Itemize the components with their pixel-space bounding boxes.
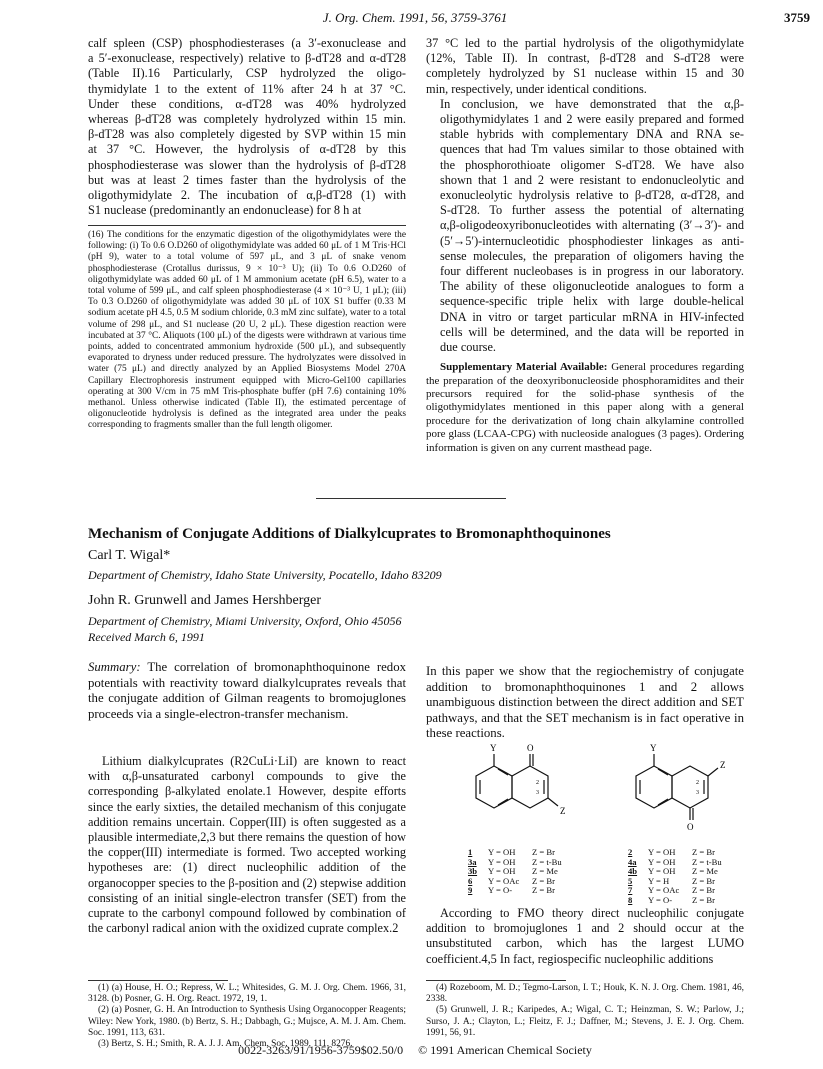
compound-z: Z = Br <box>532 847 555 857</box>
text-line: calf spleen (CSP) phosphodiesterases (a 3′-exonuclease and <box>88 36 406 50</box>
article-divider <box>316 498 506 499</box>
text-line: quences that had Tm values similar to those obtained with <box>440 142 744 157</box>
ref-divider-right <box>426 980 566 981</box>
footnote-16-text: (16) The conditions for the enzymatic digestion of the oligothymidylates were the following: (i) To 0.6 O.D260 of oligothymidylate was added 60 μL of 1 M Tris·HCl (pH 9), water to a total volume of 597 μL, and 3 μL of snake venom phosphodiesterase (Crotallus durissus, 9 × 10⁻³ U); (ii) To 0.6 O.D260 of oligothymidylate was added 60 μL of 1 M ammonium acetate (pH 6.5), water to a total volume of 599 μL, and calf spleen phosphodiesterase (4 × 10⁻³ U, 1 μL); (iii) To 0.3 O.D260 of oligothymidylate was added 30 μL of 10X S1 buffer (0.33 M sodium acetate pH 4.5, 0.5 M sodium chloride, 0.3 mM zinc sulfate), water to a total volume of 298 μL, and S1 nuclease (20 U, 2 μL). These digestion reaction were incubated at 37 °C. Aliquots (100 μL) of the digests were withdrawn at various time points, added to concentrated ammonium hydroxide (500 μL), and subsequently evaporated to dryness under reduced pressure. The hydrolyzates were dissolved in water (75 μL) and directly analyzed by an Applied Biosystems Model 270A Capillary Electrophoresis instrument equipped with Micro-Gel100 capillaries operating at 300 V/cm in 75 mM Tris-phosphate buffer (pH 7.6) containing 10% methanol. Unless otherwise indicated (Table II), the estimated percentage of oligonucleotide hydrolysis is defined as the integrated area under the peaks corresponding to fragments smaller than the full length oligomer. <box>88 230 406 431</box>
text-line: β-dT28 was also completely digested by SVP within 15 min <box>88 127 406 142</box>
reference: (3) Bertz, S. H.; Smith, R. A. J. J. Am. Chem. Soc. 1989, 111, 8276. <box>98 1039 353 1050</box>
text-line: oligothymidylates 1 and 2 were easily prepared and formed <box>440 112 744 127</box>
compound-y: Y = OH <box>488 866 516 877</box>
compound-z: Z = t-Bu <box>532 856 562 867</box>
svg-text:2: 2 <box>536 780 539 786</box>
text-line: completely hydrolyzed by S1 nuclease within 15 and 30 <box>426 66 744 81</box>
compound-y: Y = OH <box>648 847 676 857</box>
affiliation-2: Department of Chemistry, Miami University, Oxford, Ohio 45056 <box>88 614 402 628</box>
references-right <box>426 983 744 1039</box>
structure-right <box>616 736 746 846</box>
compound-list-left <box>468 848 598 896</box>
text-line: phosphodiesterase was slower than the hydrolysis of β-dT28 <box>88 157 406 172</box>
text-line: exonucleolytic hydrolysis relative to β-dT28, α-dT28, and <box>440 188 744 203</box>
compound-num: 4b <box>628 866 638 877</box>
svg-text:Z: Z <box>720 760 726 770</box>
compound-y: Y = OAc <box>648 885 680 896</box>
svg-text:Y: Y <box>650 743 657 753</box>
text-line: whereas β-dT28 was completely hydrolyzed within 15 min. <box>88 112 406 127</box>
supp-heading: Supplementary Material Available: <box>440 361 608 374</box>
text-line: cells will be determined, and the data will be reported in <box>440 324 744 339</box>
text-line: In conclusion, we have demonstrated that the α,β- <box>440 96 744 111</box>
compound-y: Y = OH <box>648 866 676 877</box>
body-left-text: Lithium dialkylcuprates (R2CuLi·LiI) are known to react with α,β-unsaturated carbonyl compounds to give the corresponding β-alkylated enolate.1 However, despite efforts since the early sixties, the detailed mechanism of this conjugate addition remains uncertain. Copper(III) is often suggested as a plausible intermediate,2,3 but there remains the question of how the copper(III) intermediate is formed. Two accepted working hypotheses are: (1) direct nucleophilic addition of the organocopper species to the β-position and (2) stepwise addition consisting of an initial single-electron transfer (SET) from the cuprate to the carbonyl compound followed by combination of the carbonyl radical anion with the oxidized cuprate complex.2 <box>88 754 406 936</box>
reference: (1) (a) House, H. O.; Repress, W. L.; Whitesides, G. M. J. Org. Chem. 1966, 31, 3128. (b) Posner, G. H. Org. React. 1972, 19, 1. <box>88 983 406 1005</box>
footer-copyright: © 1991 American Chemical Society <box>418 1043 592 1057</box>
text-line: (12%, Table II). In contrast, β-dT28 and S-dT28 were <box>426 51 744 66</box>
structure-left <box>456 736 586 846</box>
intro-right-text: In this paper we show that the regiochemistry of conjugate addition to bromonaphthoquinones 1 and 2 allows unambiguous distinction between the direct addition and SET pathways, and that the SET mechanism is in fact operative in these reactions. <box>426 664 744 741</box>
compound-z: Z = t-Bu <box>692 856 722 867</box>
text-line: at 37 °C. However, the hydrolysis of α-dT28 by this <box>88 142 406 157</box>
text-line: stable hybrids with complementary DNA and RNA se- <box>440 127 744 142</box>
compound-z: Z = Br <box>692 885 715 896</box>
page-number: 3759 <box>784 10 810 25</box>
body-left <box>88 754 406 936</box>
compound-y: Y = OAc <box>488 875 520 886</box>
compound-y: Y = OH <box>488 856 516 867</box>
fmo-paragraph-text: According to FMO theory direct nucleophilic conjugate addition to bromojuglones 1 and 2 should occur at the unsubstituted carbon, which has the largest LUMO coefficient.4,5 In fact, regiospecific nucleophilic additions <box>426 906 744 966</box>
compound-z: Z = Me <box>532 866 558 877</box>
compound-y: Y = O- <box>488 885 513 896</box>
compound-y: Y = O- <box>648 894 673 905</box>
compound-list-right <box>628 848 758 906</box>
svg-text:3: 3 <box>696 790 699 796</box>
compound-z: Z = Me <box>692 866 718 877</box>
compound-num: 2 <box>628 847 633 857</box>
affiliation-1: Department of Chemistry, Idaho State University, Pocatello, Idaho 83209 <box>88 568 442 582</box>
compound-y: Y = OH <box>648 856 676 867</box>
svg-text:O: O <box>527 743 534 753</box>
intro-right <box>426 664 744 742</box>
compound-num: 7 <box>628 885 633 896</box>
text-line: thymidylate 1 to the extent of 11% after 24 h at 37 °C. <box>88 81 406 96</box>
compound-y: Y = OH <box>488 847 516 857</box>
text-line: S1 nuclease (predominantly an endonuclease) for 8 h at <box>88 203 362 218</box>
text-line: S-dT28. To further assess the potential of alternating <box>440 203 744 218</box>
compound-y: Y = H <box>648 875 670 886</box>
text-line: due course. <box>440 340 496 355</box>
text-line: min, respectively, under identical conditions. <box>426 81 647 96</box>
footnote-16 <box>88 230 406 432</box>
svg-text:Z: Z <box>560 806 566 816</box>
text-line: shown that 1 and 2 were resistant to endonucleolytic and <box>440 172 744 187</box>
footnote-divider <box>88 225 406 226</box>
text-line: four different nucleobases is in progress in our laboratory. <box>440 264 744 279</box>
received-date: Received March 6, 1991 <box>88 630 205 644</box>
reference: (4) Rozeboom, M. D.; Tegmo-Larson, I. T.; Houk, K. N. J. Org. Chem. 1981, 46, 2338. <box>426 983 744 1005</box>
compound-z: Z = Br <box>692 894 715 905</box>
footer-code: 0022-3263/91/1956-3759$02.50/0 <box>238 1043 404 1057</box>
compound-row <box>468 886 598 896</box>
compound-z: Z = Br <box>532 875 555 886</box>
text-line: 37 °C led to the partial hydrolysis of the oligothymidylate <box>426 36 744 50</box>
summary <box>88 660 406 722</box>
supp-text: General procedures regarding the preparation of the deoxyribonucleoside phosphoramidites and their precursors required for the solid-phase synthesis of the oligothymidylates mentioned in this paper along with a general procedure for the derivatization of long chain alkylamine controlled pore glass (LCAA-CPG) with nucleoside analogues (3 pages). Ordering information is given on any current masthead page. <box>426 361 744 454</box>
article-title: Mechanism of Conjugate Additions of Dialkylcuprates to Bromonaphthoquinones <box>88 526 611 542</box>
top-left-paragraph <box>88 36 406 218</box>
summary-text: The correlation of bromonaphthoquinone redox potentials with reactivity toward dialkylcuprates reveals that the conjugate addition of Gilman reagents to bromojuglones proceeds via a single-electron-transfer mechanism. <box>88 660 407 721</box>
journal-header: J. Org. Chem. 1991, 56, 3759-3761 <box>322 10 508 25</box>
compound-z: Z = Br <box>692 875 715 886</box>
compound-num: 3a <box>468 856 477 867</box>
compound-num: 1 <box>468 847 473 857</box>
compound-z: Z = Br <box>532 885 555 896</box>
text-line: sequence-specific triple helix with large double-helical <box>440 294 744 309</box>
svg-text:Y: Y <box>490 743 497 753</box>
text-line: α,β-oligodeoxyribonucleotides with alternating (3′→3′)- and <box>440 218 744 233</box>
svg-text:2: 2 <box>696 780 699 786</box>
compound-num: 9 <box>468 885 473 896</box>
author-2: John R. Grunwell and James Hershberger <box>88 593 322 608</box>
top-right-column <box>426 36 744 455</box>
compound-row <box>628 896 758 906</box>
references-left <box>88 983 406 1050</box>
svg-text:O: O <box>687 822 694 832</box>
text-line: DNA in vitro or target particular mRNA in HIV-infected <box>440 309 744 324</box>
text-line: sense molecules, the preparation of oligomers having the <box>440 248 744 263</box>
compound-num: 8 <box>628 894 633 905</box>
text-line: (Table II).16 Particularly, CSP hydrolyzed the oligo- <box>88 66 406 81</box>
reference: (2) (a) Posner, G. H. An Introduction to Synthesis Using Organocopper Reagents; Wiley: New York, 1980. (b) Bertz, S. H.; Dabbagh, G.; Mujsce, A. M. J. Am. Chem. Soc. 1991, 113, 631. <box>88 1005 406 1038</box>
ref-divider-left <box>88 980 228 981</box>
text-line: Under these conditions, α-dT28 was 40% hydrolyzed <box>88 96 406 111</box>
text-line: a 5′-exonuclease, respectively) relative to β-dT28 and α-dT28 <box>88 51 406 66</box>
text-line: (5′→5′)-internucleotidic phosphodiester linkages as anti- <box>440 233 744 248</box>
text-line: the phosphorothioate oligomer S-dT28. We have also <box>440 157 744 172</box>
text-line: but was at least 2 times faster than the hydrolysis of the <box>88 172 406 187</box>
svg-text:3: 3 <box>536 790 539 796</box>
supplementary-material <box>426 361 744 455</box>
compound-num: 4a <box>628 856 637 867</box>
text-line: oligothymidylate 2. The incubation of α,β-dT28 (1) with <box>88 188 406 203</box>
compound-num: 5 <box>628 875 633 886</box>
compound-z: Z = Br <box>692 847 715 857</box>
reference: (5) Grunwell, J. R.; Karipedes, A.; Wigal, C. T.; Heinzman, S. W.; Parlow, J.; Surso, J. A.; Clayton, L.; Fleitz, F. J.; Daffner, M.; Stevens, J. E. J. Org. Chem. 1991, 56, 91. <box>426 1005 744 1038</box>
text-line: The ability of these oligonucleotide analogues to form a <box>440 279 744 294</box>
fmo-paragraph <box>426 906 744 967</box>
author-1: Carl T. Wigal* <box>88 548 171 563</box>
summary-label: Summary: <box>88 660 141 674</box>
footer <box>200 1043 630 1058</box>
compound-num: 3b <box>468 866 478 877</box>
compound-num: 6 <box>468 875 473 886</box>
